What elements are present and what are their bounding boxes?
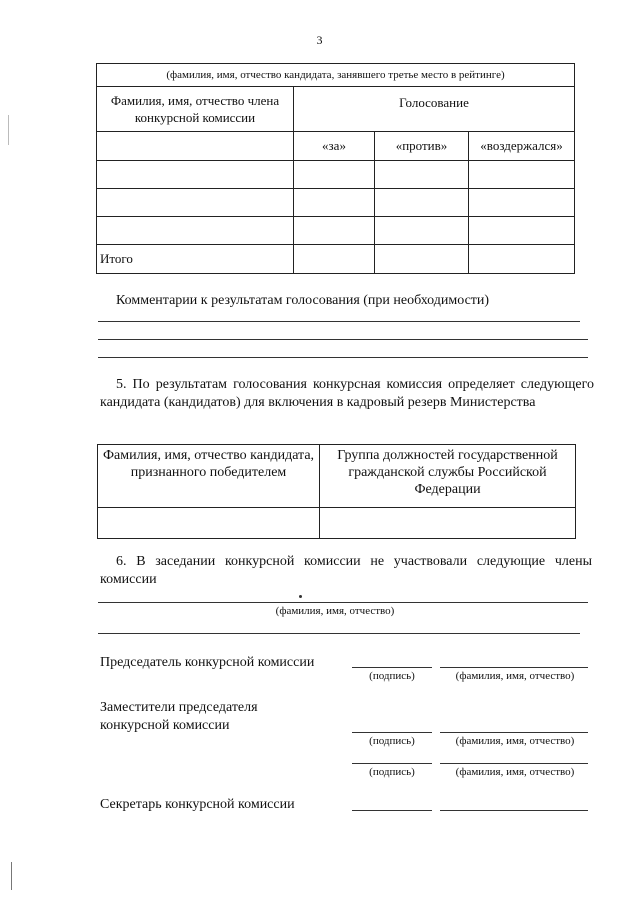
scan-dot	[299, 595, 302, 598]
table-row	[97, 217, 575, 245]
secretary-signature-line[interactable]	[352, 810, 432, 811]
table-row	[98, 508, 576, 539]
comments-label: Комментарии к результатам голосования (при необходимости)	[116, 293, 490, 308]
position-group-header: Группа должностей государственной гражданской службы Российской Федерации	[320, 445, 576, 508]
member-name-header: Фамилия, имя, отчество члена конкурсной комиссии	[97, 87, 294, 132]
vote-option-abstain: «воздержался»	[469, 132, 575, 161]
table-cell[interactable]	[97, 189, 294, 217]
table-cell[interactable]	[375, 189, 469, 217]
table-cell[interactable]	[294, 217, 375, 245]
winner-name-header: Фамилия, имя, отчество кандидата, признанного победителем	[98, 445, 320, 508]
table-cell[interactable]	[469, 245, 575, 274]
deputies-label: Заместители председателя конкурсной комиссии	[100, 700, 258, 733]
vote-option-for: «за»	[294, 132, 375, 161]
deputy-signature-line[interactable]	[352, 732, 432, 733]
table-cell[interactable]	[469, 217, 575, 245]
left-margin-mark	[11, 862, 12, 890]
candidate-caption: (фамилия, имя, отчество кандидата, занявшего третье место в рейтинге)	[97, 64, 575, 87]
table-cell[interactable]	[97, 161, 294, 189]
section-6-text: 6. В заседании конкурсной комиссии не участвовали следующие члены комиссии	[100, 554, 592, 587]
table-cell[interactable]	[294, 161, 375, 189]
fio-caption: (фамилия, имя, отчество)	[275, 605, 395, 617]
table-cell[interactable]	[320, 508, 576, 539]
table-cell[interactable]	[469, 161, 575, 189]
secretary-name-line[interactable]	[440, 810, 588, 811]
signature-caption: (подпись)	[369, 735, 415, 747]
comments-line[interactable]	[98, 321, 580, 322]
signature-caption: (подпись)	[369, 670, 415, 682]
table-cell[interactable]	[294, 189, 375, 217]
voting-table	[96, 63, 575, 274]
total-row	[97, 245, 575, 274]
reserve-table	[97, 444, 576, 539]
fio-caption: (фамилия, имя, отчество)	[455, 670, 575, 682]
deputy-signature-line[interactable]	[352, 763, 432, 764]
table-cell[interactable]	[97, 132, 294, 161]
comments-line[interactable]	[98, 357, 588, 358]
deputy-name-line[interactable]	[440, 763, 588, 764]
deputy-name-line[interactable]	[440, 732, 588, 733]
total-label: Итого	[97, 245, 294, 274]
page-number: 3	[316, 33, 323, 47]
absent-members-line[interactable]	[98, 633, 580, 634]
comments-line[interactable]	[98, 339, 588, 340]
table-row	[97, 161, 575, 189]
table-cell[interactable]	[469, 189, 575, 217]
fio-caption: (фамилия, имя, отчество)	[455, 735, 575, 747]
table-cell[interactable]	[294, 245, 375, 274]
voting-header: Голосование	[294, 87, 575, 132]
secretary-label: Секретарь конкурсной комиссии	[100, 797, 295, 812]
section-5-text: 5. По результатам голосования конкурсная комиссия определяет следующего кандидата (кандидатов) для включения в кадровый резерв Министерства	[100, 377, 594, 410]
table-cell[interactable]	[375, 161, 469, 189]
fio-caption: (фамилия, имя, отчество)	[455, 766, 575, 778]
table-cell[interactable]	[375, 217, 469, 245]
table-row	[97, 189, 575, 217]
chairman-name-line[interactable]	[440, 667, 588, 668]
signature-caption: (подпись)	[369, 766, 415, 778]
chairman-label: Председатель конкурсной комиссии	[100, 655, 315, 670]
vote-option-against: «против»	[375, 132, 469, 161]
table-cell[interactable]	[97, 217, 294, 245]
table-cell[interactable]	[98, 508, 320, 539]
table-cell[interactable]	[375, 245, 469, 274]
left-margin-mark	[8, 115, 9, 145]
absent-members-line[interactable]	[98, 602, 588, 603]
chairman-signature-line[interactable]	[352, 667, 432, 668]
